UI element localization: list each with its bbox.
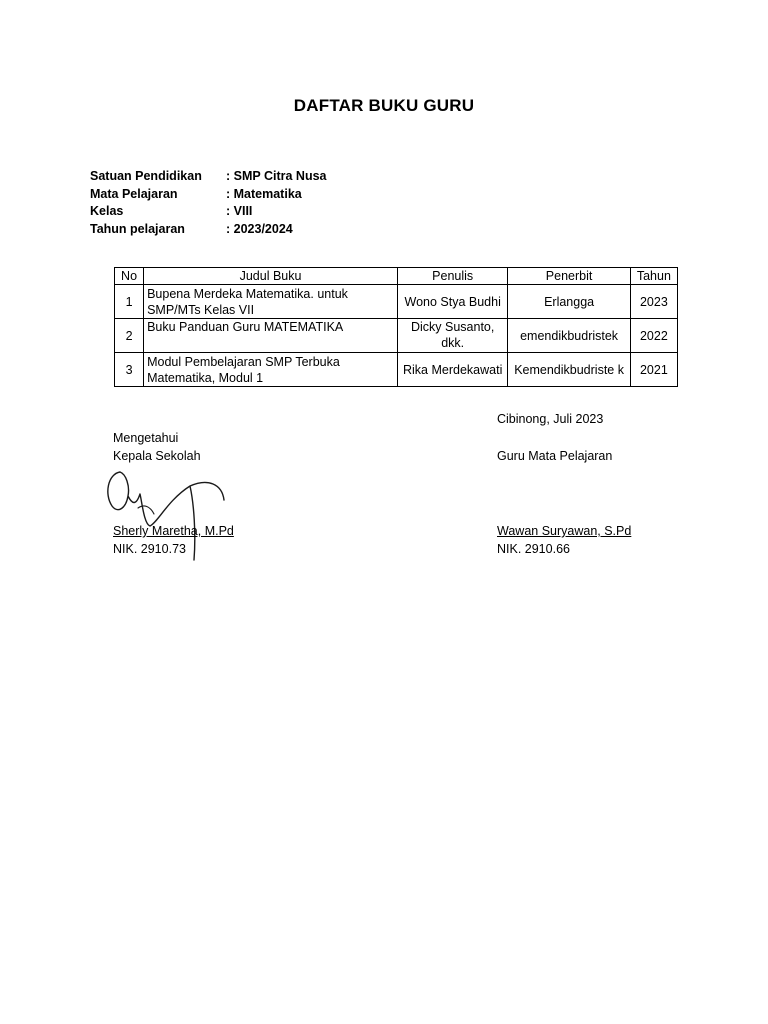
info-row (90, 221, 327, 239)
right-sign-line1: Guru Mata Pelajaran (497, 449, 613, 463)
table-row (115, 319, 678, 353)
cell-penerbit: emendikbudristek (508, 319, 630, 353)
info-row (90, 203, 327, 221)
header-judul: Judul Buku (144, 268, 398, 285)
cell-penerbit: Erlangga (508, 285, 630, 319)
header-no: No (115, 268, 144, 285)
cell-penulis: Rika Merdekawati (397, 353, 507, 387)
place-date: Cibinong, Juli 2023 (497, 412, 604, 426)
info-label: Mata Pelajaran (90, 186, 178, 201)
table-row (115, 353, 678, 387)
info-label: Kelas (90, 204, 124, 218)
cell-tahun: 2022 (630, 319, 677, 353)
document-title: DAFTAR BUKU GURU (293, 96, 475, 115)
cell-penulis: Wono Stya Budhi (397, 285, 507, 319)
header-penulis: Penulis (397, 268, 507, 285)
info-row (90, 168, 327, 186)
cell-no: 3 (115, 353, 144, 387)
table-row (115, 285, 678, 319)
info-value: : SMP Citra Nusa (226, 169, 327, 183)
info-label: Satuan Pendidikan (90, 169, 202, 183)
table-header-row (115, 268, 678, 285)
left-sign-line1: Mengetahui (113, 431, 179, 445)
cell-penulis: Dicky Susanto, dkk. (397, 319, 507, 353)
cell-penerbit: Kemendikbudriste k (508, 353, 630, 387)
cell-tahun: 2023 (630, 285, 677, 319)
book-table (114, 267, 678, 387)
cell-judul: Buku Panduan Guru MATEMATIKA (144, 319, 398, 353)
cell-judul: Modul Pembelajaran SMP Terbuka Matematika, Modul 1 (144, 353, 398, 387)
left-sign-line2: Kepala Sekolah (113, 449, 201, 463)
header-tahun: Tahun (630, 268, 677, 285)
info-value: : Matematika (226, 186, 302, 201)
left-sign-name: Sherly Maretha, M.Pd (113, 524, 234, 538)
right-sign-name: Wawan Suryawan, S.Pd (497, 524, 632, 538)
left-sign-nik: NIK. 2910.73 (113, 542, 186, 556)
info-row (90, 186, 327, 204)
right-sign-nik: NIK. 2910.66 (497, 542, 570, 556)
cell-tahun: 2021 (630, 353, 677, 387)
header-penerbit: Penerbit (508, 268, 630, 285)
info-value: : VIII (226, 204, 253, 218)
info-label: Tahun pelajaran (90, 221, 185, 236)
info-block (90, 168, 327, 238)
cell-no: 2 (115, 319, 144, 353)
cell-judul: Bupena Merdeka Matematika. untuk SMP/MTs Kelas VII (144, 285, 398, 319)
info-value: : 2023/2024 (226, 221, 293, 236)
cell-no: 1 (115, 285, 144, 319)
